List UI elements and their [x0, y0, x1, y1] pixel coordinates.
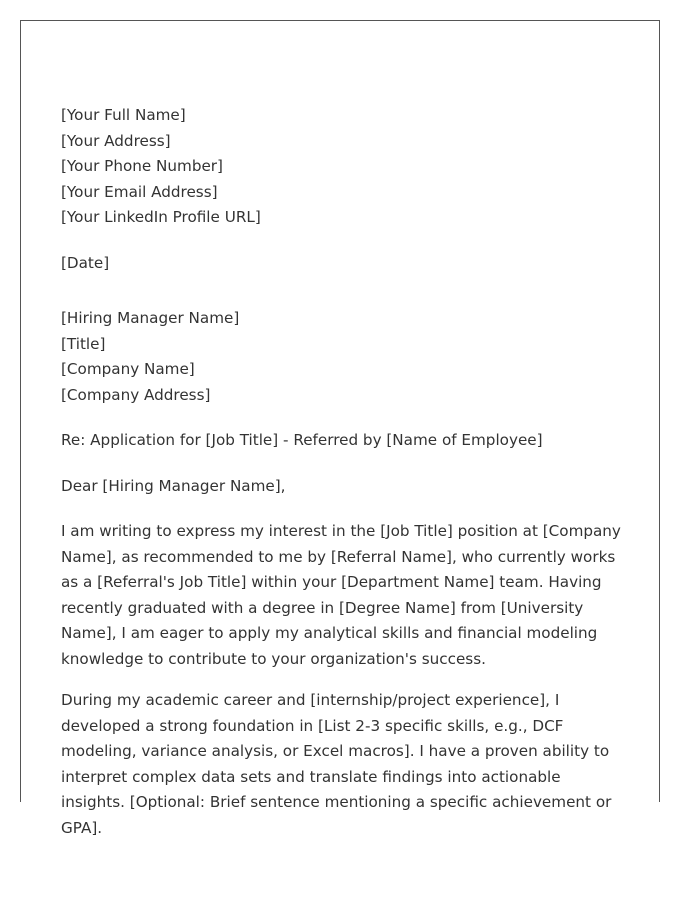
- sender-linkedin: [Your LinkedIn Profile URL]: [61, 208, 261, 226]
- sender-name: [Your Full Name]: [61, 106, 186, 124]
- sender-address: [Your Address]: [61, 131, 171, 150]
- salutation-block: [61, 474, 621, 500]
- subject-block: [61, 428, 621, 454]
- subject-line: Re: Application for [Job Title] - Referred by [Name of Employee]: [61, 431, 543, 449]
- recipient-block: [61, 306, 621, 408]
- sender-email: [Your Email Address]: [61, 182, 218, 201]
- recipient-company: [Company Name]: [61, 360, 195, 378]
- recipient-name: [Hiring Manager Name]: [61, 309, 240, 327]
- letter-date: [Date]: [61, 253, 110, 272]
- body-paragraph-2: During my academic career and [internship/project experience], I developed a strong foundation in [List 2-3 specific skills, e.g., DCF modeling, variance analysis, or Excel macros]. I have a proven ability to interpret complex data sets and translate findings into actionable insights. [Optional: Brief sentence mentioning a specific achievement or GPA].: [61, 691, 612, 837]
- date-block: [61, 251, 621, 277]
- sender-phone: [Your Phone Number]: [61, 157, 223, 175]
- letter-page: [20, 20, 660, 837]
- salutation: Dear [Hiring Manager Name],: [61, 476, 286, 495]
- recipient-title: [Title]: [61, 334, 106, 353]
- body-paragraph-1: I am writing to express my interest in the [Job Title] position at [Company Name], as recommended to me by [Referral Name], who currently works as a [Referral's Job Title] within your [Department Name] team. Having recently graduated with a degree in [Degree Name] from [University Name], I am eager to apply my analytical skills and financial modeling knowledge to contribute to your organization's success.: [61, 522, 621, 668]
- recipient-address: [Company Address]: [61, 385, 211, 404]
- sender-block: [61, 103, 621, 231]
- letter-content: [61, 103, 621, 857]
